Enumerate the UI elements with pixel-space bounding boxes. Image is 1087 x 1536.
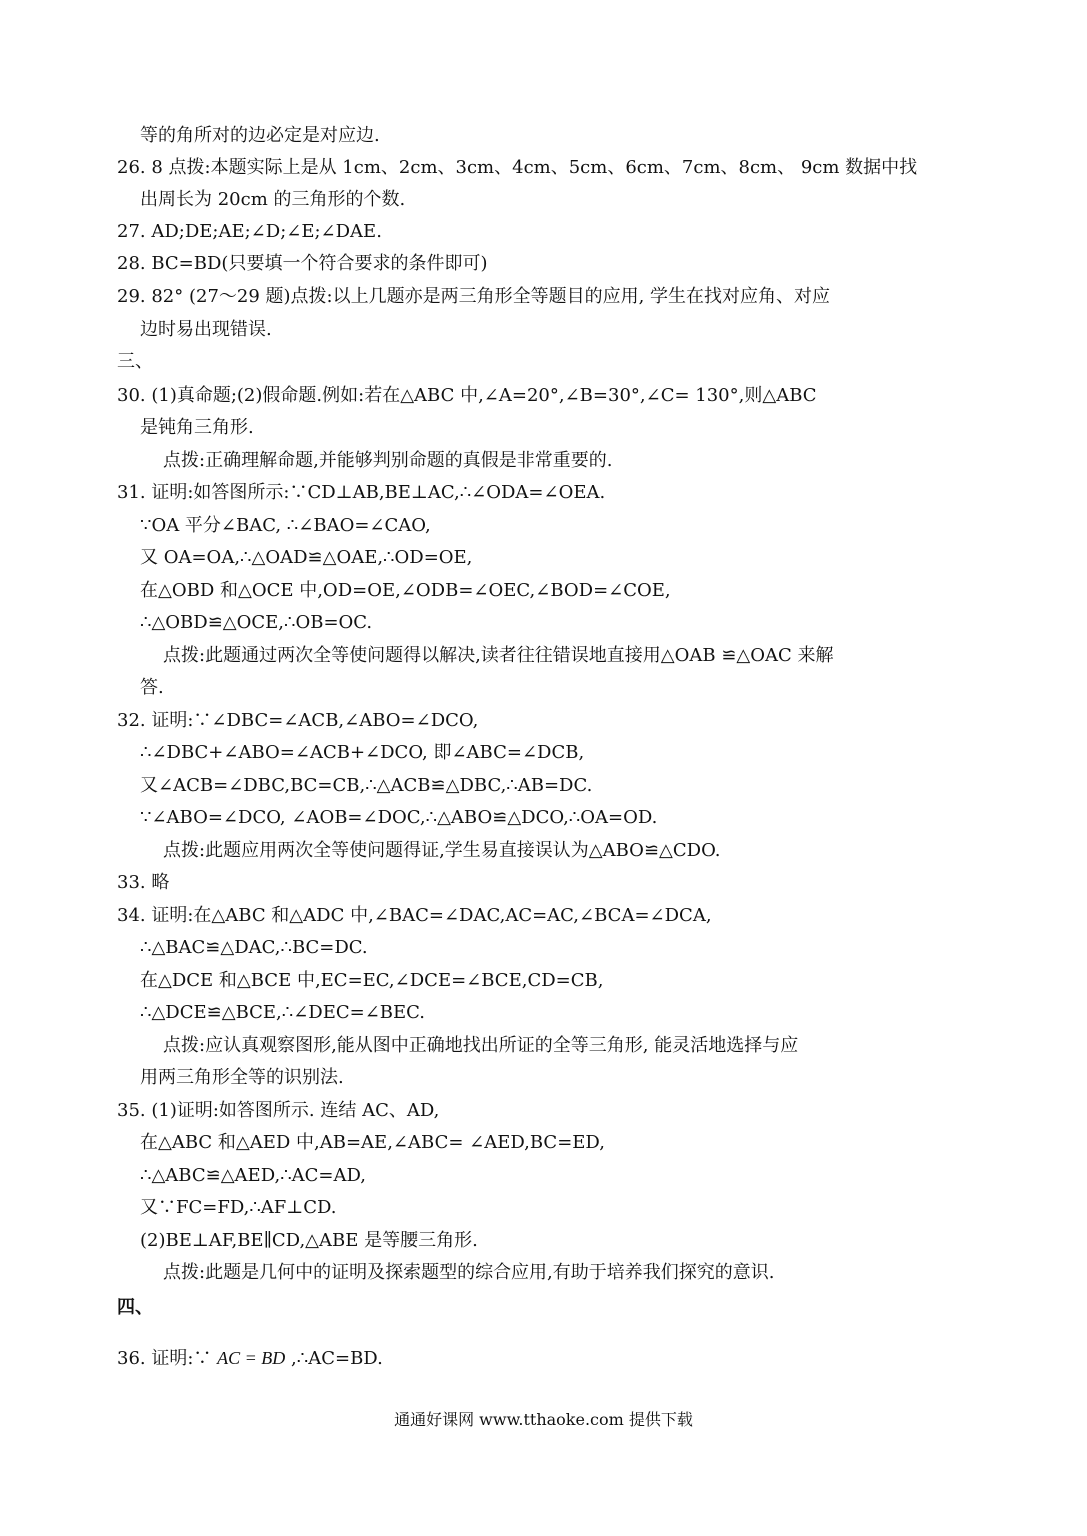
text-line: 又∠ACB=∠DBC,BC=CB,∴△ACB≌△DBC,∴AB=DC. (140, 775, 593, 796)
answer-34: 34. 证明:在△ABC 和△ADC 中,∠BAC=∠DAC,AC=AC,∠BCA=∠DCA, (117, 905, 712, 926)
text-line: (2)BE⊥AF,BE∥CD,△ABE 是等腰三角形. (140, 1230, 478, 1251)
text-line: 等的角所对的边必定是对应边. (140, 125, 380, 146)
text-line: ∴△ABC≌△AED,∴AC=AD, (140, 1165, 367, 1186)
text-line: ∵OA 平分∠BAC, ∴∠BAO=∠CAO, (140, 515, 431, 536)
answer-27: 27. AD;DE;AE;∠D;∠E;∠DAE. (117, 221, 382, 242)
section-heading: 三、 (117, 351, 153, 372)
answer-26: 26. 8 点拨:本题实际上是从 1cm、2cm、3cm、4cm、5cm、6cm、7cm、8cm、 9cm 数据中找 (117, 157, 918, 178)
text-line: 又 OA=OA,∴△OAD≌△OAE,∴OD=OE, (140, 547, 473, 568)
text-line: ∴△DCE≌△BCE,∴∠DEC=∠BEC. (140, 1002, 426, 1023)
text-line: ∴△BAC≌△DAC,∴BC=DC. (140, 937, 368, 958)
text-line: 又∵FC=FD,∴AF⊥CD. (140, 1197, 337, 1218)
answer-28: 28. BC=BD(只要填一个符合要求的条件即可) (117, 253, 488, 274)
answer-36 (117, 1342, 977, 1374)
answer-32: 32. 证明:∵∠DBC=∠ACB,∠ABO=∠DCO, (117, 710, 479, 731)
text-line: ∵∠ABO=∠DCO, ∠AOB=∠DOC,∴△ABO≌△DCO,∴OA=OD. (140, 807, 658, 828)
text-line: 在△OBD 和△OCE 中,OD=OE,∠ODB=∠OEC,∠BOD=∠COE, (140, 580, 671, 601)
hint-line: 点拨:此题应用两次全等使问题得证,学生易直接误认为△ABO≌△CDO. (163, 840, 721, 861)
answer-30: 30. (1)真命题;(2)假命题.例如:若在△ABC 中,∠A=20°,∠B=30°,∠C= 130°,则△ABC (117, 385, 817, 406)
text-line: 是钝角三角形. (140, 417, 254, 438)
text-line: 出周长为 20cm 的三角形的个数. (140, 189, 406, 210)
text-segment: 36. 证明:∵ (117, 1348, 212, 1369)
text-line: 在△DCE 和△BCE 中,EC=EC,∠DCE=∠BCE,CD=CB, (140, 970, 604, 991)
text-line: ∴△OBD≌△OCE,∴OB=OC. (140, 612, 373, 633)
text-line: 答. (140, 677, 164, 698)
text-line: 在△ABC 和△AED 中,AB=AE,∠ABC= ∠AED,BC=ED, (140, 1132, 605, 1153)
answer-31: 31. 证明:如答图所示:∵CD⊥AB,BE⊥AC,∴∠ODA=∠OEA. (117, 482, 606, 503)
page-footer: 通通好课网 www.tthaoke.com 提供下载 (394, 1410, 693, 1429)
hint-line: 点拨:此题是几何中的证明及探索题型的综合应用,有助于培养我们探究的意识. (163, 1262, 775, 1283)
hint-line: 点拨:应认真观察图形,能从图中正确地找出所证的全等三角形, 能灵活地选择与应 (163, 1035, 799, 1056)
text-line: 用两三角形全等的识别法. (140, 1067, 344, 1088)
text-segment: ,∴AC=BD. (291, 1348, 383, 1369)
text-line: 边时易出现错误. (140, 319, 272, 340)
section-heading: 四、 (117, 1297, 153, 1318)
answer-33: 33. 略 (117, 872, 170, 893)
text-line: ∴∠DBC+∠ABO=∠ACB+∠DCO, 即∠ABC=∠DCB, (140, 742, 585, 763)
hint-line: 点拨:此题通过两次全等使问题得以解决,读者往往错误地直接用△OAB ≌△OAC 来解 (163, 645, 834, 666)
math-expression: AC = BD (217, 1348, 286, 1368)
answer-29: 29. 82° (27～29 题)点拨:以上几题亦是两三角形全等题目的应用, 学生在找对应角、对应 (117, 286, 831, 307)
answer-35: 35. (1)证明:如答图所示. 连结 AC、AD, (117, 1100, 440, 1121)
hint-line: 点拨:正确理解命题,并能够判别命题的真假是非常重要的. (163, 450, 613, 471)
